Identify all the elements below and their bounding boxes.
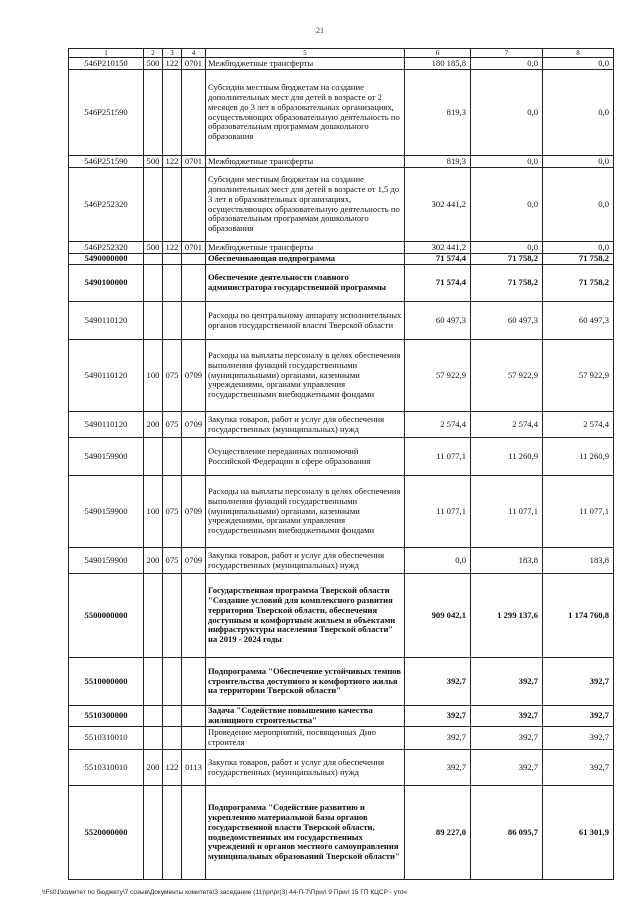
amount-year-1: 392,7 <box>405 750 471 786</box>
budget-code: 5500000000 <box>69 574 144 658</box>
ministry-code: 075 <box>163 476 182 548</box>
budget-code: 5490110120 <box>69 340 144 412</box>
section-code <box>182 254 206 265</box>
amount-year-2: 0,0 <box>471 156 543 168</box>
amount-year-3: 0,0 <box>543 70 614 156</box>
amount-year-1: 0,0 <box>405 548 471 574</box>
amount-year-1: 392,7 <box>405 706 471 727</box>
ministry-code <box>163 254 182 265</box>
section-code <box>182 658 206 706</box>
amount-year-3: 0,0 <box>543 242 614 254</box>
amount-year-2: 0,0 <box>471 168 543 242</box>
amount-year-1: 180 185,8 <box>405 58 471 70</box>
amount-year-1: 392,7 <box>405 727 471 750</box>
amount-year-1: 819,3 <box>405 70 471 156</box>
amount-year-2: 2 574,4 <box>471 412 543 438</box>
amount-year-1: 11 077,1 <box>405 476 471 548</box>
footer-file-path: \\Fs01\комитет по бюджету\7 созыв\Документы комитета\3 заседание (11)\pr\pr(3) 44-П-7\Прил 9 Прил 15 ГП КЦСР - уточ <box>42 889 407 896</box>
amount-year-2: 11 260,9 <box>471 438 543 476</box>
item-name: Расходы на выплаты персоналу в целях обеспечения выполнения функций государственными (муниципальными) органами, казенными учреждениями, органами управления государственными внебюджетными фондами <box>206 476 405 548</box>
section-code <box>182 265 206 302</box>
amount-year-3: 60 497,3 <box>543 302 614 340</box>
section-code <box>182 706 206 727</box>
amount-year-3: 0,0 <box>543 58 614 70</box>
item-name: Закупка товаров, работ и услуг для обеспечения государственных (муниципальных) нужд <box>206 548 405 574</box>
table-row <box>69 727 614 750</box>
item-name: Межбюджетные трансферты <box>206 58 405 70</box>
budget-code: 546P251590 <box>69 70 144 156</box>
ministry-code <box>163 574 182 658</box>
table-row <box>69 574 614 658</box>
expense-type-code <box>144 70 163 156</box>
amount-year-3: 392,7 <box>543 706 614 727</box>
ministry-code <box>163 658 182 706</box>
expense-type-code <box>144 574 163 658</box>
budget-code: 5510300000 <box>69 706 144 727</box>
amount-year-2: 392,7 <box>471 750 543 786</box>
section-code: 0701 <box>182 156 206 168</box>
budget-code: 5490110120 <box>69 412 144 438</box>
amount-year-2: 392,7 <box>471 658 543 706</box>
item-name: Закупка товаров, работ и услуг для обеспечения государственных (муниципальных) нужд <box>206 412 405 438</box>
budget-code: 546P251590 <box>69 156 144 168</box>
amount-year-3: 183,8 <box>543 548 614 574</box>
item-name: Субсидии местным бюджетам на создание дополнительных мест для детей в возрасте от 2 месяцев до 3 лет в образовательных организациях, осуществляющих образовательную деятельность по образовательным программам дошкольного образования <box>206 70 405 156</box>
section-code <box>182 727 206 750</box>
amount-year-3: 61 301,9 <box>543 786 614 880</box>
expense-type-code <box>144 168 163 242</box>
expense-type-code <box>144 265 163 302</box>
item-name: Расходы на выплаты персоналу в целях обеспечения выполнения функций государственными (муниципальными) органами, казенными учреждениями, органами управления государственными внебюджетными фондами <box>206 340 405 412</box>
budget-code: 546P252320 <box>69 168 144 242</box>
column-number: 4 <box>182 49 206 58</box>
item-name: Проведение мероприятий, посвященных Дню строителя <box>206 727 405 750</box>
table-row <box>69 242 614 254</box>
amount-year-1: 302 441,2 <box>405 242 471 254</box>
table-row <box>69 340 614 412</box>
amount-year-3: 11 077,1 <box>543 476 614 548</box>
table-row <box>69 438 614 476</box>
item-name: Задача "Содействие повышению качества жилищного строительства" <box>206 706 405 727</box>
item-name: Расходы по центральному аппарату исполнительных органов государственной власти Тверской области <box>206 302 405 340</box>
column-numbers-row <box>69 49 614 58</box>
ministry-code: 075 <box>163 548 182 574</box>
section-code: 0709 <box>182 412 206 438</box>
page-number: 21 <box>316 26 324 35</box>
section-code: 0709 <box>182 476 206 548</box>
column-number: 3 <box>163 49 182 58</box>
item-name: Обеспечивающая подпрограмма <box>206 254 405 265</box>
amount-year-2: 0,0 <box>471 242 543 254</box>
amount-year-1: 71 574,4 <box>405 265 471 302</box>
section-code: 0709 <box>182 548 206 574</box>
table-row <box>69 706 614 727</box>
section-code <box>182 786 206 880</box>
ministry-code <box>163 786 182 880</box>
amount-year-3: 392,7 <box>543 727 614 750</box>
column-number: 5 <box>206 49 405 58</box>
expense-type-code <box>144 658 163 706</box>
amount-year-1: 392,7 <box>405 658 471 706</box>
amount-year-3: 0,0 <box>543 156 614 168</box>
amount-year-3: 392,7 <box>543 658 614 706</box>
amount-year-2: 71 758,2 <box>471 254 543 265</box>
table-row <box>69 476 614 548</box>
budget-code: 546P210150 <box>69 58 144 70</box>
expense-type-code <box>144 727 163 750</box>
item-name: Межбюджетные трансферты <box>206 242 405 254</box>
column-number: 1 <box>69 49 144 58</box>
budget-code: 5510310010 <box>69 750 144 786</box>
ministry-code <box>163 265 182 302</box>
expense-type-code: 500 <box>144 58 163 70</box>
expense-type-code <box>144 254 163 265</box>
section-code: 0113 <box>182 750 206 786</box>
budget-code: 5490159900 <box>69 548 144 574</box>
amount-year-2: 1 299 137,6 <box>471 574 543 658</box>
budget-code: 5490000000 <box>69 254 144 265</box>
item-name: Межбюджетные трансферты <box>206 156 405 168</box>
expense-type-code <box>144 438 163 476</box>
amount-year-2: 86 095,7 <box>471 786 543 880</box>
ministry-code: 075 <box>163 412 182 438</box>
table-row <box>69 70 614 156</box>
expense-type-code: 100 <box>144 340 163 412</box>
table-row <box>69 265 614 302</box>
amount-year-3: 71 758,2 <box>543 254 614 265</box>
expense-type-code <box>144 302 163 340</box>
expense-type-code: 200 <box>144 750 163 786</box>
budget-code: 546P252320 <box>69 242 144 254</box>
table-row <box>69 302 614 340</box>
amount-year-1: 89 227,0 <box>405 786 471 880</box>
amount-year-1: 11 077,1 <box>405 438 471 476</box>
amount-year-1: 60 497,3 <box>405 302 471 340</box>
ministry-code: 122 <box>163 242 182 254</box>
table-row <box>69 658 614 706</box>
budget-code: 5490159900 <box>69 438 144 476</box>
table-row <box>69 412 614 438</box>
ministry-code <box>163 70 182 156</box>
budget-code: 5490110120 <box>69 302 144 340</box>
item-name: Осуществление переданных полномочий Российской Федерации в сфере образования <box>206 438 405 476</box>
table-row <box>69 58 614 70</box>
budget-code: 5520000000 <box>69 786 144 880</box>
item-name: Подпрограмма "Обеспечение устойчивых темпов строительства доступного и комфортного жилья на территории Тверской области" <box>206 658 405 706</box>
ministry-code <box>163 438 182 476</box>
budget-table <box>68 48 614 880</box>
amount-year-1: 2 574,4 <box>405 412 471 438</box>
expense-type-code: 500 <box>144 156 163 168</box>
ministry-code: 122 <box>163 58 182 70</box>
amount-year-2: 392,7 <box>471 727 543 750</box>
table-row <box>69 548 614 574</box>
amount-year-3: 0,0 <box>543 168 614 242</box>
amount-year-1: 909 042,1 <box>405 574 471 658</box>
item-name: Обеспечение деятельности главного администратора государственной программы <box>206 265 405 302</box>
expense-type-code: 200 <box>144 412 163 438</box>
ministry-code: 075 <box>163 340 182 412</box>
section-code <box>182 574 206 658</box>
amount-year-3: 2 574,4 <box>543 412 614 438</box>
expense-type-code <box>144 706 163 727</box>
budget-code: 5490100000 <box>69 265 144 302</box>
column-number: 7 <box>471 49 543 58</box>
column-number: 2 <box>144 49 163 58</box>
amount-year-3: 57 922,9 <box>543 340 614 412</box>
item-name: Закупка товаров, работ и услуг для обеспечения государственных (муниципальных) нужд <box>206 750 405 786</box>
amount-year-1: 57 922,9 <box>405 340 471 412</box>
expense-type-code: 100 <box>144 476 163 548</box>
section-code: 0701 <box>182 58 206 70</box>
section-code: 0701 <box>182 242 206 254</box>
column-number: 6 <box>405 49 471 58</box>
amount-year-3: 392,7 <box>543 750 614 786</box>
amount-year-3: 1 174 760,8 <box>543 574 614 658</box>
amount-year-1: 71 574,4 <box>405 254 471 265</box>
amount-year-2: 11 077,1 <box>471 476 543 548</box>
item-name: Субсидии местным бюджетам на создание дополнительных мест для детей в возрасте от 1,5 до 3 лет в образовательных организациях, осуществляющих образовательную деятельность по образовательным программам дошкольного образования <box>206 168 405 242</box>
table-row <box>69 156 614 168</box>
ministry-code <box>163 168 182 242</box>
amount-year-2: 60 497,3 <box>471 302 543 340</box>
expense-type-code: 500 <box>144 242 163 254</box>
ministry-code <box>163 706 182 727</box>
table-row <box>69 786 614 880</box>
item-name: Подпрограмма "Содействие развитию и укреплению материальной базы органов государственной власти Тверской области, подведомственных им государственных учреждений и органов местного самоуправления муниципальных образований Тверской области" <box>206 786 405 880</box>
ministry-code <box>163 727 182 750</box>
ministry-code: 122 <box>163 750 182 786</box>
amount-year-2: 0,0 <box>471 70 543 156</box>
amount-year-2: 57 922,9 <box>471 340 543 412</box>
section-code <box>182 438 206 476</box>
amount-year-3: 11 260,9 <box>543 438 614 476</box>
expense-type-code <box>144 786 163 880</box>
section-code <box>182 302 206 340</box>
ministry-code <box>163 302 182 340</box>
budget-code: 5510000000 <box>69 658 144 706</box>
table-row <box>69 168 614 242</box>
amount-year-2: 183,8 <box>471 548 543 574</box>
amount-year-2: 71 758,2 <box>471 265 543 302</box>
table-row <box>69 750 614 786</box>
item-name: Государственная программа Тверской области "Создание условий для комплексного развития территории Тверской области, обеспечения доступным и комфортным жильем и объектами инфраструктуры населения Тверской области" на 2019 - 2024 годы <box>206 574 405 658</box>
section-code <box>182 168 206 242</box>
amount-year-2: 0,0 <box>471 58 543 70</box>
expense-type-code: 200 <box>144 548 163 574</box>
amount-year-1: 302 441,2 <box>405 168 471 242</box>
column-number: 8 <box>543 49 614 58</box>
amount-year-3: 71 758,2 <box>543 265 614 302</box>
ministry-code: 122 <box>163 156 182 168</box>
amount-year-2: 392,7 <box>471 706 543 727</box>
section-code <box>182 70 206 156</box>
table-row <box>69 254 614 265</box>
budget-code: 5510310010 <box>69 727 144 750</box>
amount-year-1: 819,3 <box>405 156 471 168</box>
section-code: 0709 <box>182 340 206 412</box>
budget-code: 5490159900 <box>69 476 144 548</box>
